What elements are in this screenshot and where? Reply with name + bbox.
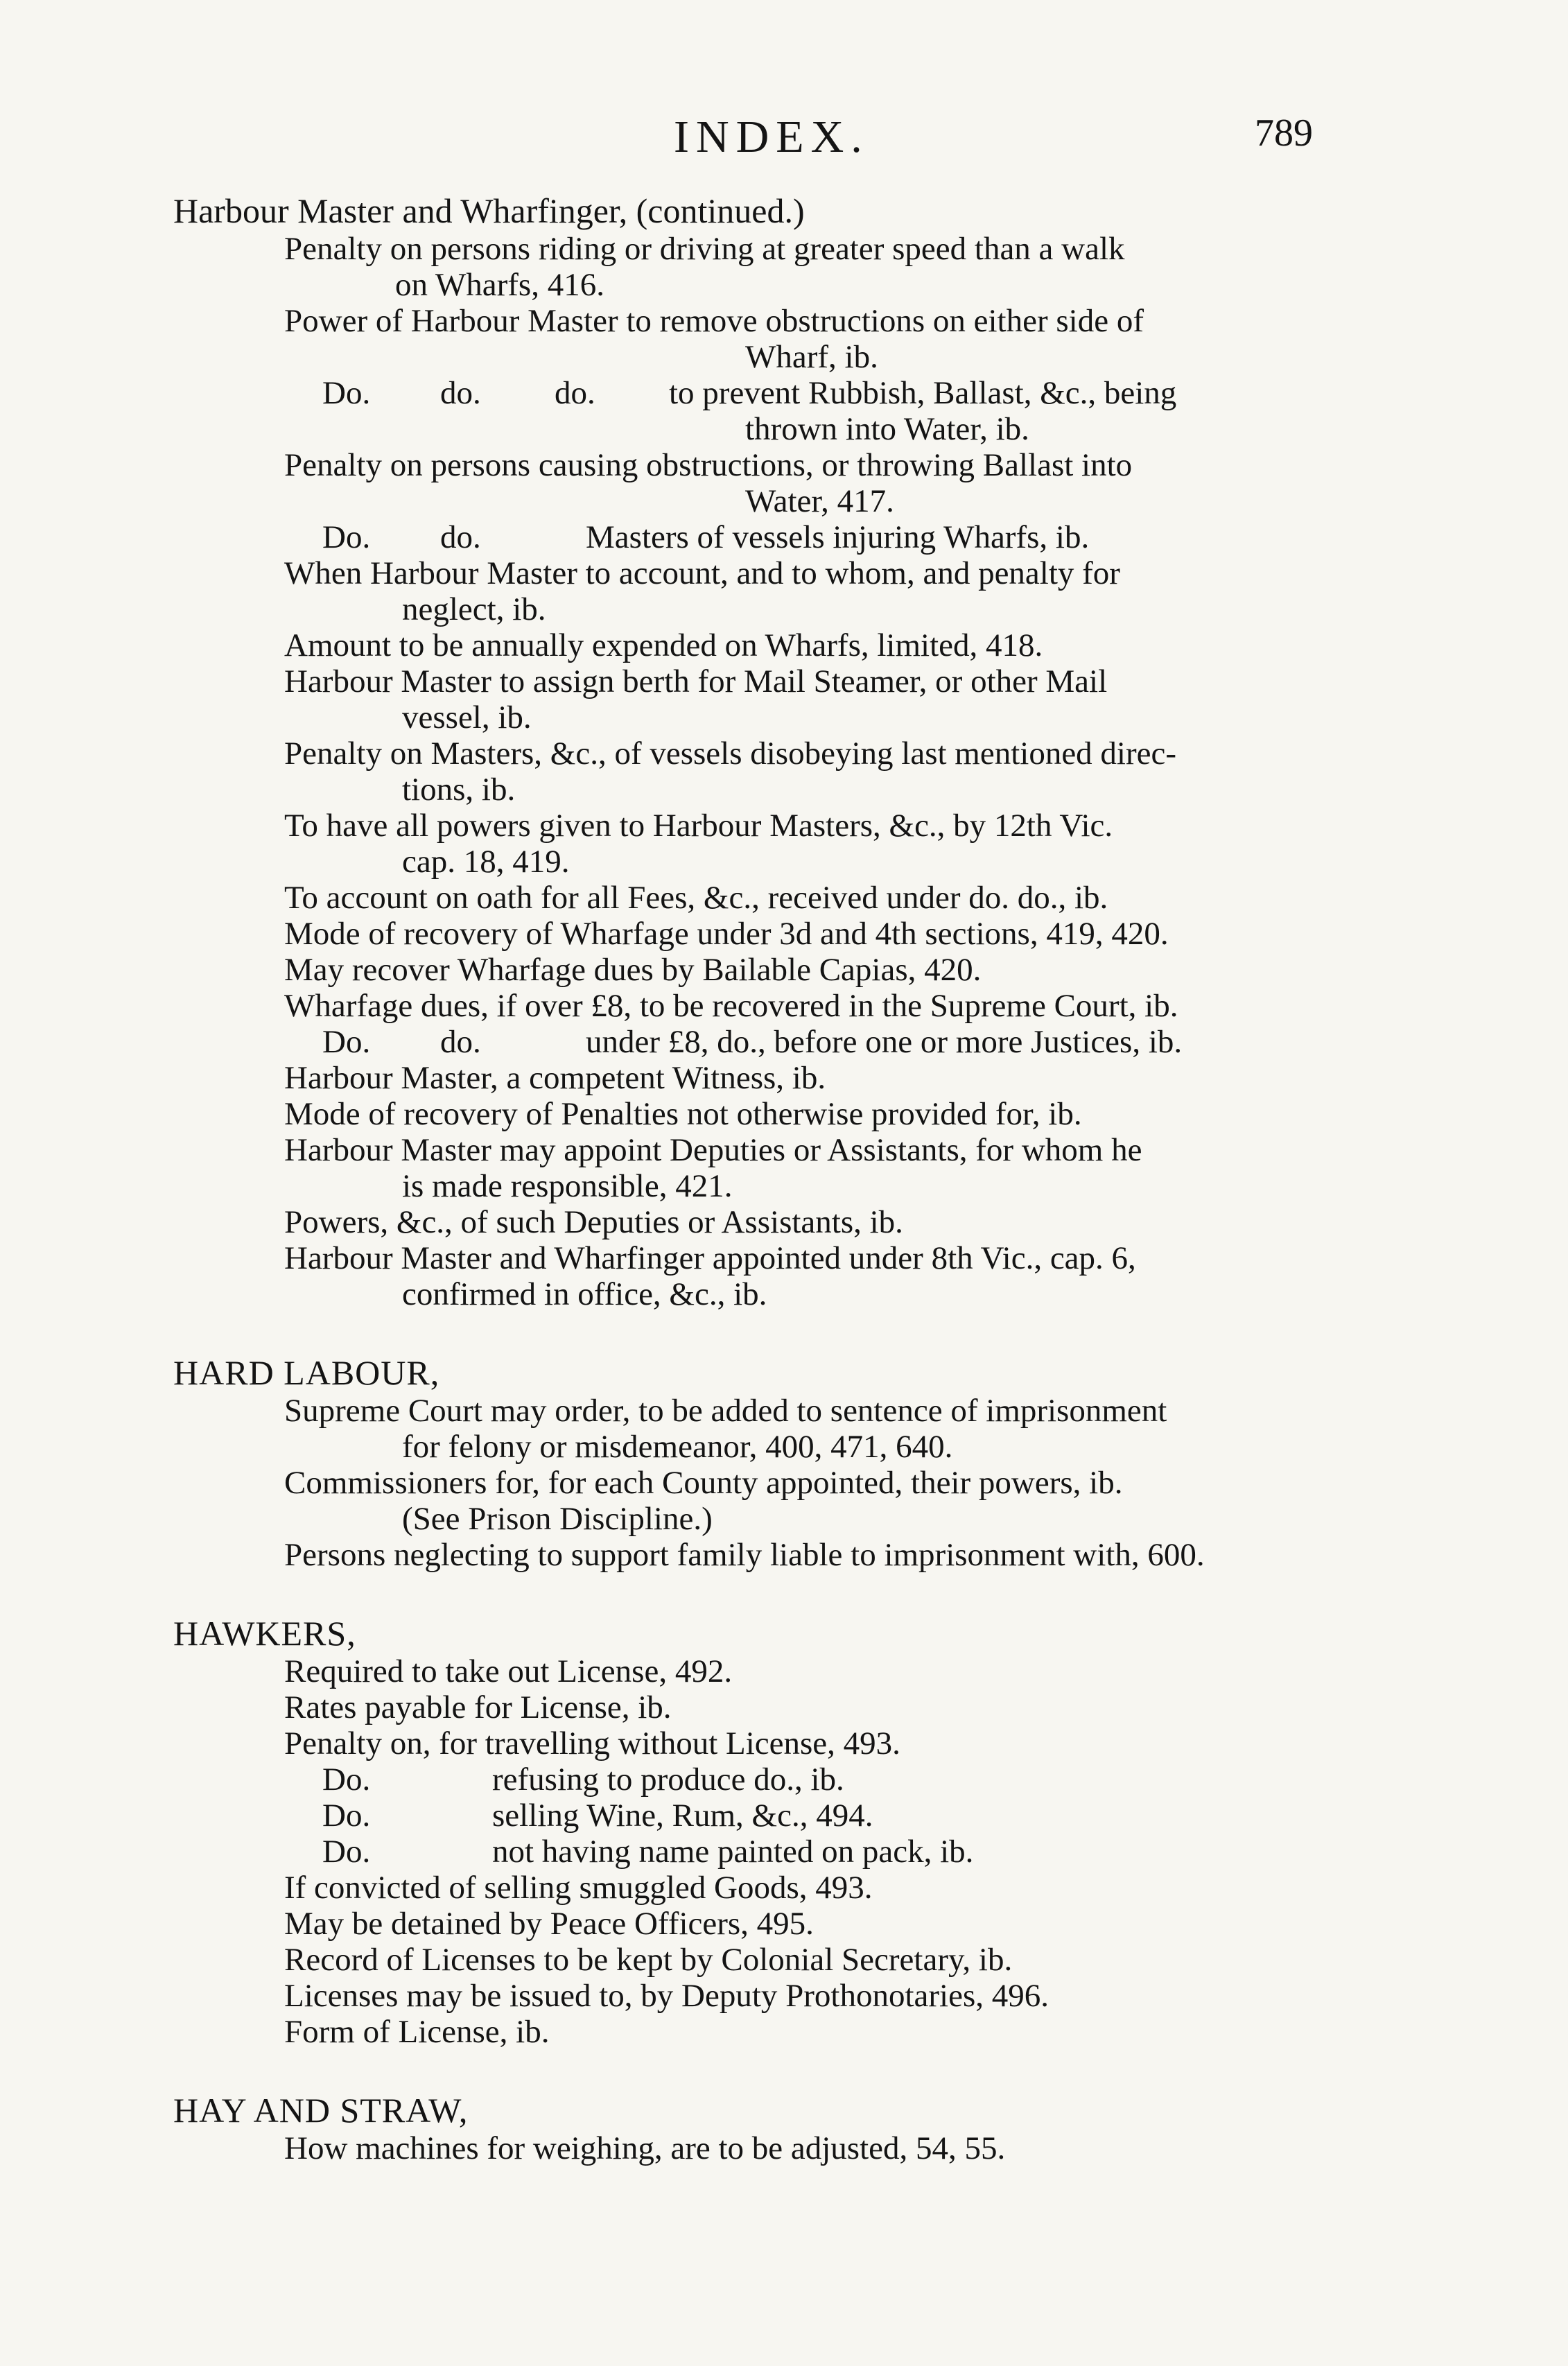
index-entry — [173, 1240, 1373, 1312]
entry-text: Rates payable for License, ib. — [284, 1689, 672, 1725]
ditto-mark: do. — [555, 375, 595, 411]
ditto-mark: do. — [440, 375, 481, 411]
entry-continuation: neglect, ib. — [402, 591, 546, 627]
index-entry — [173, 1978, 1373, 2014]
entry-text: Commissioners for, for each County appointed, their powers, ib. — [284, 1465, 1123, 1501]
index-entries — [173, 191, 1373, 2207]
index-entry — [173, 1689, 1373, 1725]
entry-text: Penalty on Masters, &c., of vessels disobeying last mentioned direc- — [284, 736, 1177, 772]
entry-text: To have all powers given to Harbour Masters, &c., by 12th Vic. — [284, 808, 1113, 844]
entry-continuation: Wharf, ib. — [745, 339, 878, 375]
entry-text-part: to prevent Rubbish, Ballast, &c., being — [669, 375, 1177, 411]
running-title: INDEX. — [674, 112, 869, 162]
entry-continuation: cap. 18, 419. — [402, 844, 570, 880]
index-entry — [173, 916, 1373, 952]
entry-continuation: confirmed in office, &c., ib. — [402, 1276, 767, 1312]
index-entry — [173, 1537, 1373, 1573]
ditto-mark: Do. — [322, 1762, 371, 1798]
index-entry — [173, 1725, 1373, 1762]
entry-continuation: thrown into Water, ib. — [745, 411, 1029, 447]
index-entry — [173, 519, 1373, 555]
entry-text: Penalty on, for travelling without License, 493. — [284, 1725, 900, 1762]
entry-text: May be detained by Peace Officers, 495. — [284, 1906, 814, 1942]
index-entry — [173, 555, 1373, 627]
entry-text: Persons neglecting to support family liable to imprisonment with, 600. — [284, 1537, 1205, 1573]
index-entry — [173, 1906, 1373, 1942]
index-entry — [173, 375, 1373, 447]
entry-text: Mode of recovery of Penalties not otherwise provided for, ib. — [284, 1096, 1082, 1132]
index-entry — [173, 231, 1373, 303]
index-entry — [173, 1060, 1373, 1096]
index-entry — [173, 1204, 1373, 1240]
entry-continuation: is made responsible, 421. — [402, 1168, 733, 1204]
entry-text-part: selling Wine, Rum, &c., 494. — [492, 1798, 873, 1834]
entry-text — [284, 1024, 1373, 1060]
ditto-mark: do. — [440, 1024, 481, 1060]
entry-text: Harbour Master may appoint Deputies or Assistants, for whom he — [284, 1132, 1142, 1168]
index-entry — [173, 447, 1373, 519]
entry-continuation: vessel, ib. — [402, 699, 532, 736]
entry-text: Mode of recovery of Wharfage under 3d and 4th sections, 419, 420. — [284, 916, 1169, 952]
ditto-mark: Do. — [322, 375, 371, 411]
index-entry — [173, 2014, 1373, 2050]
entry-text: Harbour Master, a competent Witness, ib. — [284, 1060, 826, 1096]
index-entry — [173, 1762, 1373, 1798]
index-entry — [173, 663, 1373, 736]
page-header — [0, 111, 1568, 166]
page-number: 789 — [1255, 112, 1313, 155]
index-entry — [173, 1096, 1373, 1132]
entry-text: Record of Licenses to be kept by Colonial Secretary, ib. — [284, 1942, 1013, 1978]
index-block-harbour-master — [173, 191, 1373, 1312]
entry-continuation: for felony or misdemeanor, 400, 471, 640. — [402, 1429, 953, 1465]
index-entry — [173, 1024, 1373, 1060]
entry-continuation: on Wharfs, 416. — [395, 267, 604, 303]
index-entry — [173, 952, 1373, 988]
entry-text: How machines for weighing, are to be adjusted, 54, 55. — [284, 2130, 1006, 2166]
index-entry — [173, 1942, 1373, 1978]
entry-text: When Harbour Master to account, and to whom, and penalty for — [284, 555, 1120, 591]
ditto-mark: Do. — [322, 1834, 371, 1870]
entry-continuation: tions, ib. — [402, 772, 516, 808]
index-entry — [173, 1870, 1373, 1906]
entry-text: Penalty on persons riding or driving at greater speed than a walk — [284, 231, 1125, 267]
index-heading: HAWKERS, — [173, 1614, 356, 1653]
entry-text: Amount to be annually expended on Wharfs, limited, 418. — [284, 627, 1043, 663]
ditto-mark: do. — [440, 519, 481, 555]
ditto-mark: Do. — [322, 1024, 371, 1060]
entry-continuation: Water, 417. — [745, 483, 894, 519]
entry-text: Harbour Master to assign berth for Mail Steamer, or other Mail — [284, 663, 1108, 699]
index-entry — [173, 736, 1373, 808]
ditto-mark: Do. — [322, 519, 371, 555]
entry-text: To account on oath for all Fees, &c., received under do. do., ib. — [284, 880, 1108, 916]
index-entry — [173, 627, 1373, 663]
entry-text — [284, 1834, 1373, 1870]
entry-text: Power of Harbour Master to remove obstructions on either side of — [284, 303, 1144, 339]
entry-text: Penalty on persons causing obstructions, or throwing Ballast into — [284, 447, 1133, 483]
entry-text — [284, 1798, 1373, 1834]
entry-text: Licenses may be issued to, by Deputy Prothonotaries, 496. — [284, 1978, 1049, 2014]
entry-text: Powers, &c., of such Deputies or Assistants, ib. — [284, 1204, 903, 1240]
index-entry — [173, 988, 1373, 1024]
index-entry — [173, 1653, 1373, 1689]
index-entry — [173, 880, 1373, 916]
index-entry — [173, 1393, 1373, 1465]
index-entry — [173, 2130, 1373, 2166]
entry-text — [284, 375, 1373, 411]
index-heading: Harbour Master and Wharfinger, (continued.) — [173, 191, 805, 230]
entry-text: May recover Wharfage dues by Bailable Capias, 420. — [284, 952, 982, 988]
index-entry — [173, 303, 1373, 375]
entry-text: If convicted of selling smuggled Goods, 493. — [284, 1870, 873, 1906]
index-entry — [173, 1798, 1373, 1834]
ditto-mark: Do. — [322, 1798, 371, 1834]
index-block-hawkers — [173, 1613, 1373, 2050]
entry-text-part: Masters of vessels injuring Wharfs, ib. — [586, 519, 1090, 555]
index-entry — [173, 1834, 1373, 1870]
entry-text: Wharfage dues, if over £8, to be recovered in the Supreme Court, ib. — [284, 988, 1178, 1024]
entry-text: Required to take out License, 492. — [284, 1653, 733, 1689]
entry-text — [284, 519, 1373, 555]
index-block-hay-and-straw — [173, 2090, 1373, 2166]
entry-text — [284, 1762, 1373, 1798]
index-entry — [173, 808, 1373, 880]
entry-text: Supreme Court may order, to be added to sentence of imprisonment — [284, 1393, 1167, 1429]
entry-text: Form of License, ib. — [284, 2014, 550, 2050]
entry-continuation: (See Prison Discipline.) — [402, 1501, 713, 1537]
index-entry — [173, 1465, 1373, 1537]
index-heading: HAY AND STRAW, — [173, 2091, 469, 2130]
entry-text-part: under £8, do., before one or more Justices, ib. — [586, 1024, 1183, 1060]
index-heading: HARD LABOUR, — [173, 1353, 440, 1392]
index-block-hard-labour — [173, 1352, 1373, 1573]
index-entry — [173, 1132, 1373, 1204]
entry-text-part: not having name painted on pack, ib. — [492, 1834, 974, 1870]
entry-text-part: refusing to produce do., ib. — [492, 1762, 844, 1798]
entry-text: Harbour Master and Wharfinger appointed under 8th Vic., cap. 6, — [284, 1240, 1136, 1276]
